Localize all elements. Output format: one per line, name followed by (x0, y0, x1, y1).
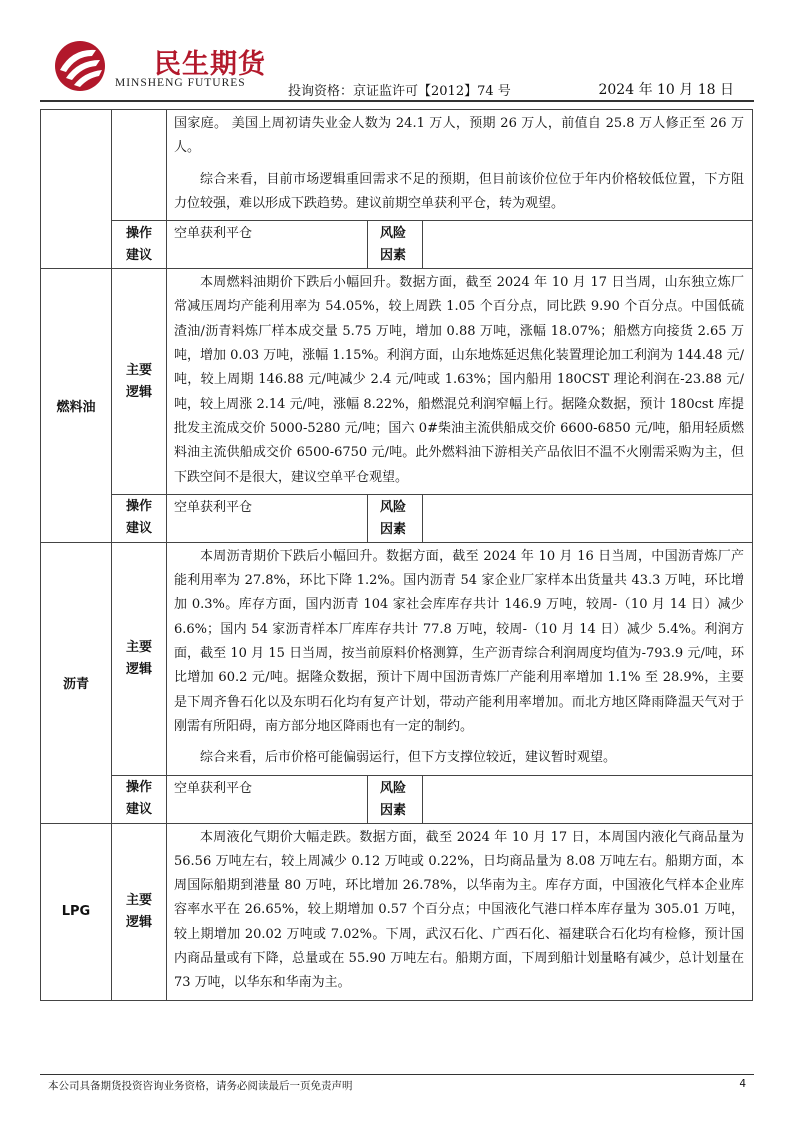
risk-label: 风险 因素 (368, 494, 423, 542)
op-label: 操作 建议 (112, 494, 167, 542)
logic-body (167, 110, 753, 221)
logic-paragraph: 本周液化气期价大幅走跌。数据方面，截至 2024 年 10 月 17 日，本周国内液化气商品量为 56.56 万吨左右，较上周减少 0.12 万吨或 0.22%，日均商品量为 8.08 万吨左右。船期方面，本周国际船期到港量 80 万吨，环比增加 26.78%，以华南为主。库存方面，中国液化气样本企业库容率水平在 26.65%，较上期增加 0.57 个百分点；中国液化气港口样本库存量为 305.01 万吨，较上期增加 20.02 万吨或 7.02%。下周，武汉石化、广西石化、福建联合石化均有检修，预计国内商品量或有下降，总量或在 55.90 万吨左右。船期方面，下周到船计划量略有减少，总计划量在 73 万吨，以华东和华南为主。 (174, 829, 744, 991)
report-date: 2024 年 10 月 18 日 (598, 82, 734, 98)
minsheng-logo-icon (52, 40, 108, 92)
page-header (40, 38, 754, 100)
footer-disclaimer: 本公司具备期货投资咨询业务资格，请务必阅读最后一页免责声明 (48, 1080, 353, 1092)
operation-row (41, 775, 753, 823)
section-row-continued (41, 110, 753, 221)
qualification-text: 投询资格：京证监许可【2012】74 号 (288, 84, 511, 99)
commodity-name (41, 110, 112, 269)
logic-label: 主要 逻辑 (112, 823, 167, 1000)
op-value: 空单获利平仓 (167, 775, 368, 823)
logic-label: 主要 逻辑 (112, 542, 167, 775)
logic-paragraph: 综合来看，目前市场逻辑重回需求不足的预期，但目前该价位位于年内价格较低位置，下方阻力位较强，难以形成下跌趋势。建议前期空单获利平仓，转为观望。 (174, 171, 744, 211)
footer-divider (40, 1074, 754, 1075)
risk-value (423, 494, 753, 542)
logic-body (167, 269, 753, 495)
commodity-name: 燃料油 (41, 269, 112, 543)
operation-row (41, 221, 753, 269)
section-row-lpg (41, 823, 753, 1000)
op-label: 操作 建议 (112, 221, 167, 269)
page-number: 4 (739, 1078, 746, 1090)
commodity-name: LPG (41, 823, 112, 1000)
logic-paragraph: 本周燃料油期价下跌后小幅回升。数据方面，截至 2024 年 10 月 17 日当周，山东独立炼厂常减压周均产能利用率为 54.05%，较上周跌 1.05 个百分点，同比跌 9.90 个百分点。中国低硫渣油/沥青料炼厂样本成交量 5.75 万吨，增加 0.88 万吨，涨幅 18.07%；船燃方向接货 2.65 万吨，增加 0.03 万吨，涨幅 1.15%。利润方面，山东地炼延迟焦化装置理论加工利润为 144.48 元/吨，较上周期 146.88 元/吨减少 2.4 元/吨或 1.63%；国内船用 180CST 理论利润在-23.88 元/吨，较上周涨 2.14 元/吨，涨幅 8.22%，船燃混兑利润窄幅上行。据隆众数据，预计 180cst 库提批发主流成交价 5000-5280 元/吨；国六 0#柴油主流供船成交价 6600-6850 元/吨，船用轻质燃料油主流供船成交价 6500-6750 元/吨。此外燃料油下游相关产品依旧不温不火刚需采购为主，但下跌空间不是很大，建议空单平仓观望。 (174, 275, 744, 485)
op-value: 空单获利平仓 (167, 494, 368, 542)
header-divider (40, 100, 754, 102)
section-row-fuel-oil (41, 269, 753, 495)
analysis-table (40, 109, 753, 1001)
commodity-name: 沥青 (41, 542, 112, 823)
logic-paragraph: 国家庭。 美国上周初请失业金人数为 24.1 万人，预期 26 万人，前值自 25.8 万人修正至 26 万人。 (174, 116, 744, 156)
risk-label: 风险 因素 (368, 775, 423, 823)
logic-body (167, 823, 753, 1000)
brand-name-en: MINSHENG FUTURES (115, 77, 246, 89)
risk-value (423, 221, 753, 269)
logic-body (167, 542, 753, 775)
logic-paragraph: 综合来看，后市价格可能偏弱运行，但下方支撑位较近，建议暂时观望。 (200, 750, 617, 766)
operation-row (41, 494, 753, 542)
op-label: 操作 建议 (112, 775, 167, 823)
section-row-asphalt (41, 542, 753, 775)
logic-label: 主要 逻辑 (112, 269, 167, 495)
risk-label: 风险 因素 (368, 221, 423, 269)
logic-label (112, 110, 167, 221)
op-value: 空单获利平仓 (167, 221, 368, 269)
logic-paragraph: 本周沥青期价下跌后小幅回升。数据方面，截至 2024 年 10 月 16 日当周，中国沥青炼厂产能利用率为 27.8%，环比下降 1.2%。国内沥青 54 家企业厂家样本出货量共 43.3 万吨，环比增加 0.3%。库存方面，国内沥青 104 家社会库库存共计 146.9 万吨，较周-（10 月 14 日）减少 6.6%；国内 54 家沥青样本厂库库存共计 77.8 万吨，较周-（10 月 14 日）减少 5.4%。利润方面，截至 10 月 15 日当周，按当前原料价格测算，生产沥青综合利润周度均值为-793.9 元/吨，环比增加 60.2 元/吨。据隆众数据，预计下周中国沥青炼厂产能利用率增加 1.1% 至 28.9%，主要是下周齐鲁石化以及东明石化均有复产计划，带动产能利用率增加。而北方地区降雨降温天气对于刚需有所阳碍，南方部分地区降雨也有一定的制约。 (174, 548, 744, 734)
risk-value (423, 775, 753, 823)
brand-name-cn: 民生期货 (154, 49, 266, 80)
